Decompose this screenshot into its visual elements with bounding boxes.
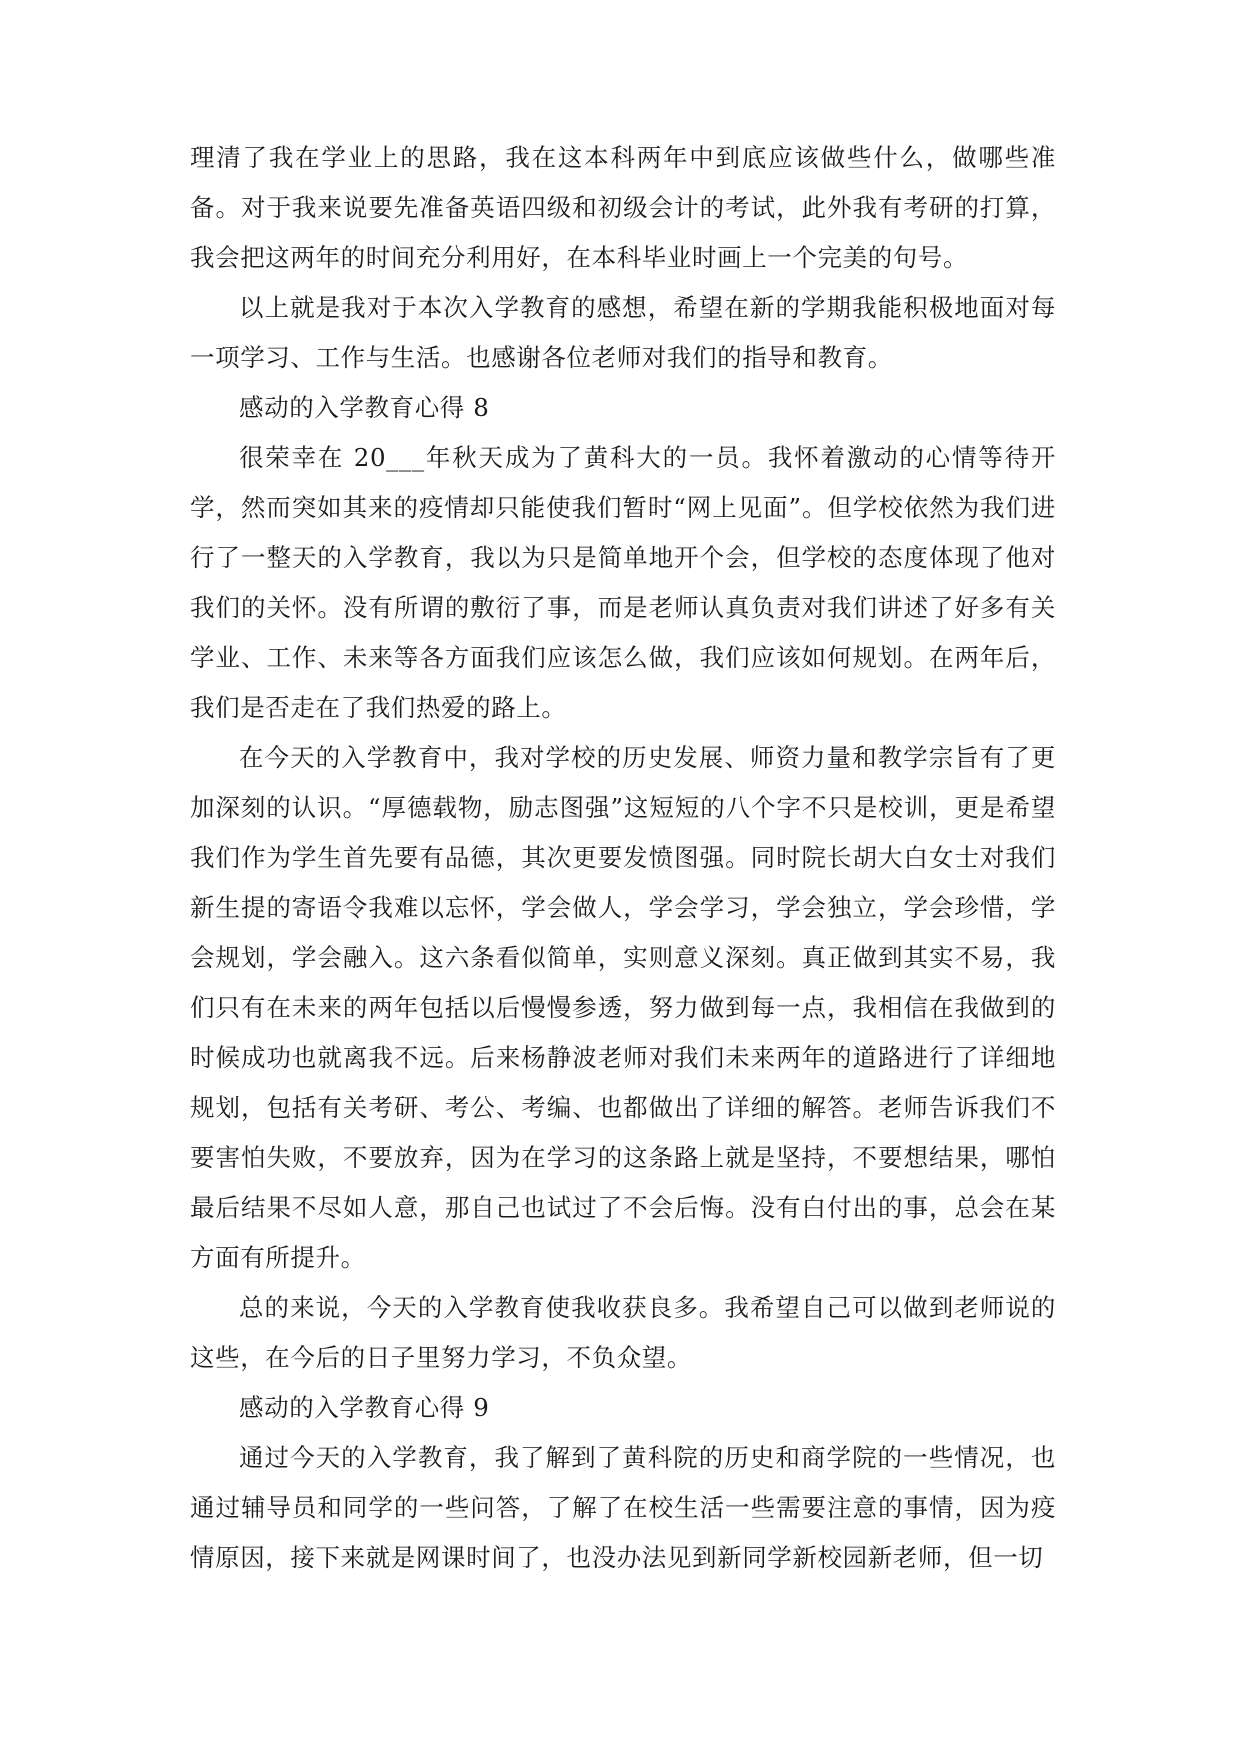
section-heading-9: 感动的入学教育心得 9 — [239, 1393, 490, 1422]
paragraph-intro-9: 通过今天的入学教育，我了解到了黄科院的历史和商学院的一些情况，也通过辅导员和同学的一些问答，了解了在校生活一些需要注意的事情，因为疫情原因，接下来就是网课时间了，也没办法见到新同学新校园新老师，但一切 — [190, 1443, 1056, 1572]
paragraph-intro-8: 很荣幸在 20___年秋天成为了黄科大的一员。我怀着激动的心情等待开学，然而突如其来的疫情却只能使我们暂时“网上见面”。但学校依然为我们进行了一整天的入学教育，我以为只是简单地开个会，但学校的态度体现了他对我们的关怀。没有所谓的敷衍了事，而是老师认真负责对我们讲述了好多有关学业、工作、未来等各方面我们应该怎么做，我们应该如何规划。在两年后，我们是否走在了我们热爱的路上。 — [190, 443, 1056, 722]
paragraph-continuation: 理清了我在学业上的思路，我在这本科两年中到底应该做些什么，做哪些准备。对于我来说要先准备英语四级和初级会计的考试，此外我有考研的打算，我会把这两年的时间充分利用好，在本科毕业时画上一个完美的句号。 — [190, 143, 1056, 272]
document-body — [190, 133, 1056, 1583]
section-heading-8: 感动的入学教育心得 8 — [239, 393, 490, 422]
paragraph-education-details: 在今天的入学教育中，我对学校的历史发展、师资力量和教学宗旨有了更加深刻的认识。“厚德载物，励志图强”这短短的八个字不只是校训，更是希望我们作为学生首先要有品德，其次更要发愤图强。同时院长胡大白女士对我们新生提的寄语令我难以忘怀，学会做人，学会学习，学会独立，学会珍惜，学会规划，学会融入。这六条看似简单，实则意义深刻。真正做到其实不易，我们只有在未来的两年包括以后慢慢参透，努力做到每一点，我相信在我做到的时候成功也就离我不远。后来杨静波老师对我们未来两年的道路进行了详细地规划，包括有关考研、考公、考编、也都做出了详细的解答。老师告诉我们不要害怕失败，不要放弃，因为在学习的这条路上就是坚持，不要想结果，哪怕最后结果不尽如人意，那自己也试过了不会后悔。没有白付出的事，总会在某方面有所提升。 — [190, 743, 1056, 1272]
paragraph-closing-thoughts: 以上就是我对于本次入学教育的感想，希望在新的学期我能积极地面对每一项学习、工作与生活。也感谢各位老师对我们的指导和教育。 — [190, 293, 1056, 372]
paragraph-summary-8: 总的来说，今天的入学教育使我收获良多。我希望自己可以做到老师说的这些，在今后的日子里努力学习，不负众望。 — [190, 1293, 1056, 1372]
